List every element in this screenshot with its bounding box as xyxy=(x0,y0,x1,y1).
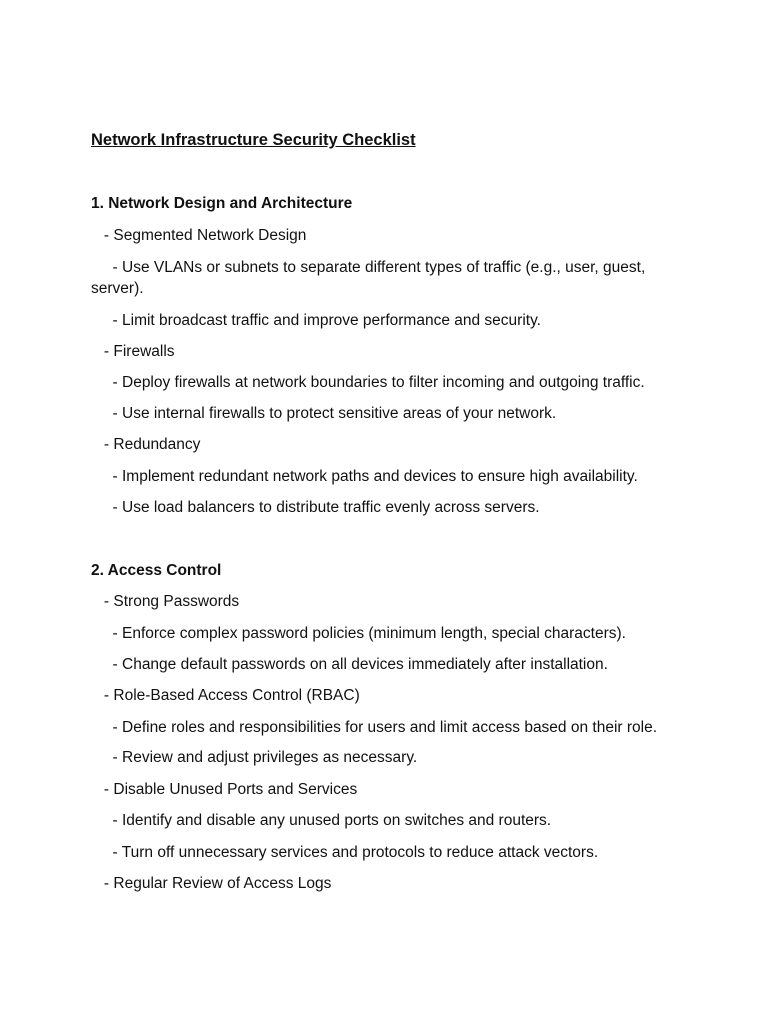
list-item: - Enforce complex password policies (minimum length, special characters). xyxy=(91,625,626,642)
document-title: Network Infrastructure Security Checklist xyxy=(91,131,416,149)
list-item: - Use VLANs or subnets to separate different types of traffic (e.g., user, guest, xyxy=(91,259,646,276)
list-item: - Firewalls xyxy=(91,343,175,360)
list-item: - Limit broadcast traffic and improve performance and security. xyxy=(91,312,541,329)
list-item: - Disable Unused Ports and Services xyxy=(91,781,358,798)
list-item: - Role-Based Access Control (RBAC) xyxy=(91,687,360,704)
list-item: - Strong Passwords xyxy=(91,593,240,610)
list-item: - Review and adjust privileges as necessary. xyxy=(91,749,418,766)
list-item: - Change default passwords on all devices immediately after installation. xyxy=(91,656,608,673)
list-item: - Regular Review of Access Logs xyxy=(91,875,332,892)
list-item: - Use load balancers to distribute traffic evenly across servers. xyxy=(91,499,540,516)
list-item: - Use internal firewalls to protect sensitive areas of your network. xyxy=(91,405,557,422)
list-item: - Segmented Network Design xyxy=(91,227,307,244)
section-heading-access-control: 2. Access Control xyxy=(91,562,222,579)
list-item: - Deploy firewalls at network boundaries to filter incoming and outgoing traffic. xyxy=(91,374,645,391)
list-item: - Redundancy xyxy=(91,436,201,453)
list-item: - Identify and disable any unused ports on switches and routers. xyxy=(91,812,552,829)
list-item: - Define roles and responsibilities for users and limit access based on their role. xyxy=(91,719,658,736)
list-item-continuation: server). xyxy=(91,280,144,297)
section-heading-network-design: 1. Network Design and Architecture xyxy=(91,195,353,212)
list-item: - Turn off unnecessary services and protocols to reduce attack vectors. xyxy=(91,844,599,861)
list-item: - Implement redundant network paths and devices to ensure high availability. xyxy=(91,468,638,485)
